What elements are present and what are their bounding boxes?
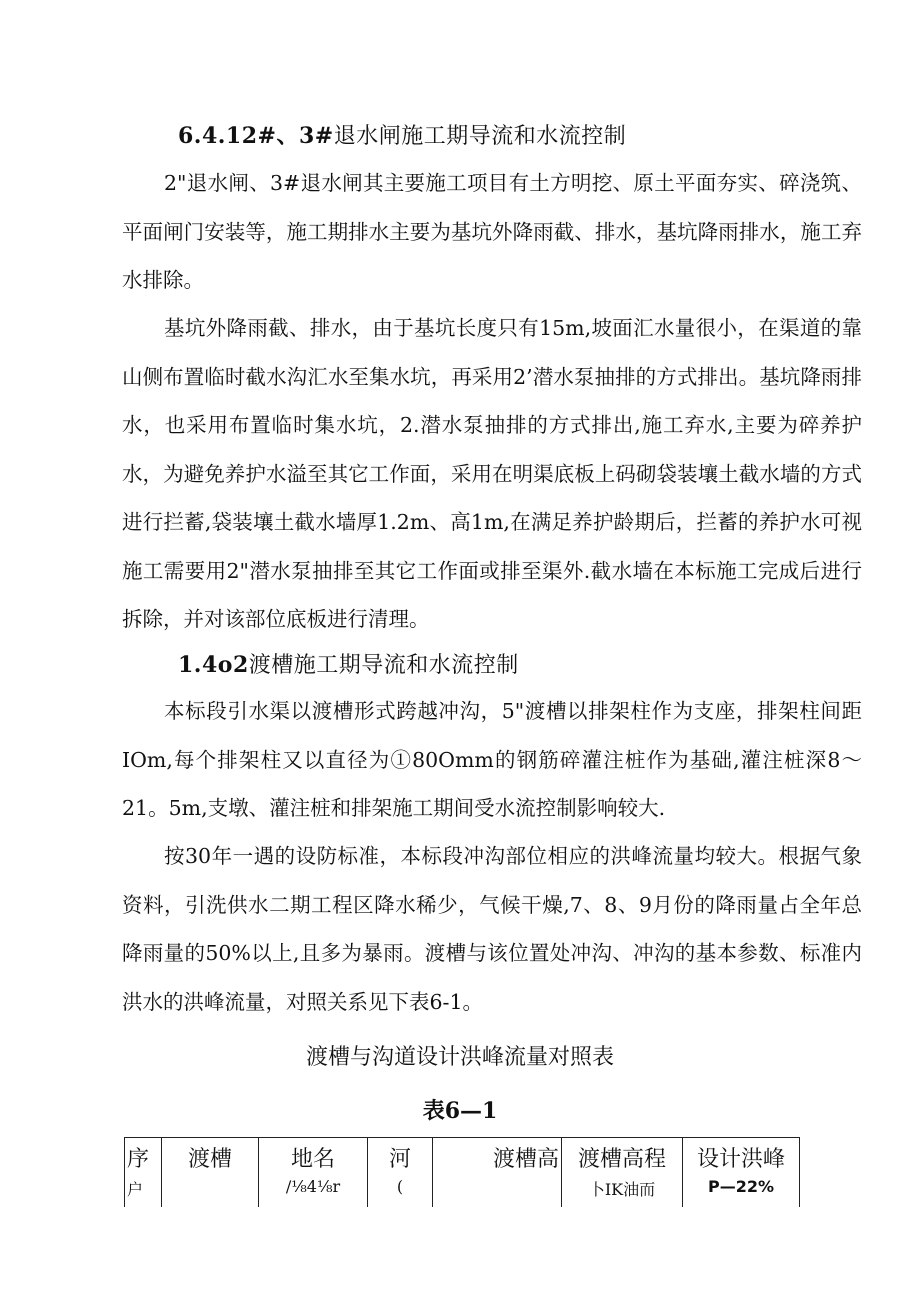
paragraph: 基坑外降雨截、排水，由于基坑长度只有15m,坡面汇水量很小，在渠道的靠山侧布置临时截水沟汇水至集水坑，再采用2’潜水泵抽排的方式排出。基坑降雨排水，也采用布置临时集水坑，2.潜水泵抽排的方式排出,施工弃水,主要为碎养护水，为避免养护水溢至其它工作面，采用在明渠底板上码砌袋装壤土截水墙的方式进行拦蓄,袋装壤土截水墙厚1.2m、高1m,在满足养护龄期后，拦蓄的养护水可视施工需要用2"潜水泵抽排至其它工作面或排至渠外.截水墙在本标施工完成后进行拆除，并对该部位底板进行清理。 [122, 316, 862, 631]
subheader-cell: ∕⅛4⅛r [259, 1173, 368, 1207]
header-cell: 渡槽 [162, 1138, 259, 1174]
table-label: 表6—1 [422, 1098, 498, 1124]
subheader-cell: 卜IK油而 [562, 1173, 683, 1207]
table-header-row [125, 1138, 800, 1174]
section-number: 6.4.12#、3# [178, 123, 334, 149]
header-cell: 设计洪峰 [683, 1138, 800, 1174]
subheader-cell [433, 1173, 562, 1207]
header-cell: 渡槽高程 [562, 1138, 683, 1174]
header-cell: 序 [125, 1138, 162, 1174]
header-cell: 河 [368, 1138, 433, 1174]
paragraph: 按30年一遇的设防标准，本标段冲沟部位相应的洪峰流量均较大。根据气象资料，引洗供水二期工程区降水稀少，气候干燥,7、8、9月份的降雨量占全年总降雨量的50%以上,且多为暴雨。渡槽与该位置处冲沟、冲沟的基本参数、标准内洪水的洪峰流量，对照关系见下表6-1。 [122, 844, 862, 1014]
subheader-cell [162, 1173, 259, 1207]
paragraph: 本标段引水渠以渡槽形式跨越冲沟，5"渡槽以排架柱作为支座，排架柱间距IOm,每个排架柱又以直径为①80Omm的钢筋碎灌注桩作为基础,灌注桩深8～21。5m,支墩、灌注桩和排架施工期间受水流控制影响较大. [122, 699, 862, 820]
subheader-cell: ( [368, 1173, 433, 1207]
paragraph: 2"退水闸、3#退水闸其主要施工项目有土方明挖、原土平面夯实、碎浇筑、平面闸门安装等，施工期排水主要为基坑外降雨截、排水，基坑降雨排水，施工弃水排除。 [122, 171, 862, 292]
subheader-cell: 户 [125, 1173, 162, 1207]
header-cell: 渡槽高 [433, 1138, 562, 1174]
subheader-cell: P—22% [683, 1173, 800, 1207]
section-heading-2 [178, 648, 519, 679]
table-subheader-row [125, 1173, 800, 1207]
table-caption: 渡槽与沟道设计洪峰流量对照表 [305, 1045, 614, 1070]
header-cell: 地名 [259, 1138, 368, 1174]
flood-peak-table [124, 1137, 800, 1207]
section-number: 1.4o2 [178, 652, 249, 678]
section-heading-1 [178, 119, 626, 150]
section-title: 退水闸施工期导流和水流控制 [333, 124, 627, 149]
section-title: 渡槽施工期导流和水流控制 [248, 653, 519, 678]
